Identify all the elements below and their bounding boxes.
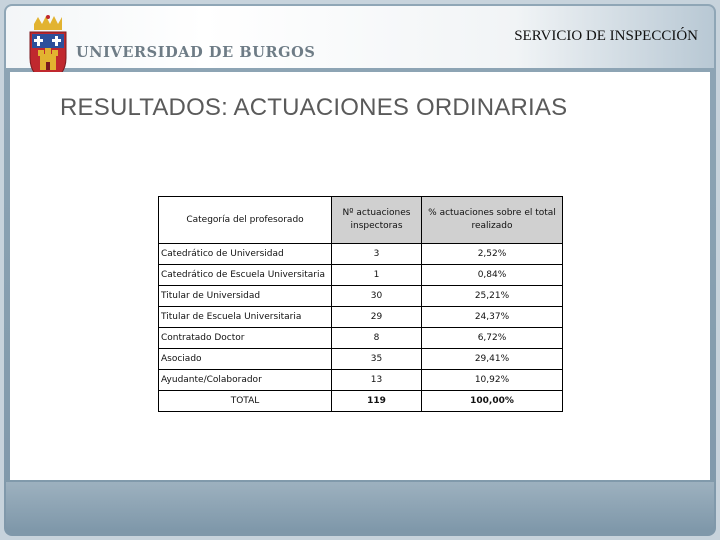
row-percent: 2,52% — [422, 244, 563, 265]
row-category: Catedrático de Escuela Universitaria — [159, 265, 332, 286]
table-row — [159, 244, 563, 265]
row-percent: 10,92% — [422, 370, 563, 391]
footer-band — [6, 482, 714, 530]
service-name: SERVICIO DE INSPECCIÓN — [514, 28, 698, 44]
row-count: 3 — [332, 244, 422, 265]
total-percent: 100,00% — [422, 391, 563, 412]
results-table — [158, 196, 563, 412]
row-category: Catedrático de Universidad — [159, 244, 332, 265]
university-name: UNIVERSIDAD DE BURGOS — [76, 44, 316, 61]
row-percent: 25,21% — [422, 286, 563, 307]
table-row — [159, 328, 563, 349]
header-category: Categoría del profesorado — [159, 197, 332, 244]
row-category: Titular de Escuela Universitaria — [159, 307, 332, 328]
row-count: 30 — [332, 286, 422, 307]
row-count: 29 — [332, 307, 422, 328]
table-row — [159, 265, 563, 286]
total-count: 119 — [332, 391, 422, 412]
total-label: TOTAL — [159, 391, 332, 412]
row-count: 8 — [332, 328, 422, 349]
row-category: Asociado — [159, 349, 332, 370]
table-header-row — [159, 197, 563, 244]
row-count: 35 — [332, 349, 422, 370]
row-percent: 24,37% — [422, 307, 563, 328]
row-percent: 0,84% — [422, 265, 563, 286]
row-percent: 29,41% — [422, 349, 563, 370]
row-percent: 6,72% — [422, 328, 563, 349]
row-category: Titular de Universidad — [159, 286, 332, 307]
table-row — [159, 349, 563, 370]
row-category: Ayudante/Colaborador — [159, 370, 332, 391]
row-count: 13 — [332, 370, 422, 391]
total-row — [159, 391, 563, 412]
table-row — [159, 286, 563, 307]
table-row — [159, 307, 563, 328]
row-category: Contratado Doctor — [159, 328, 332, 349]
header-count: Nº actuaciones inspectoras — [332, 197, 422, 244]
header-percent: % actuaciones sobre el total realizado — [422, 197, 563, 244]
row-count: 1 — [332, 265, 422, 286]
page-title: RESULTADOS: ACTUACIONES ORDINARIAS — [60, 94, 568, 121]
table-row — [159, 370, 563, 391]
